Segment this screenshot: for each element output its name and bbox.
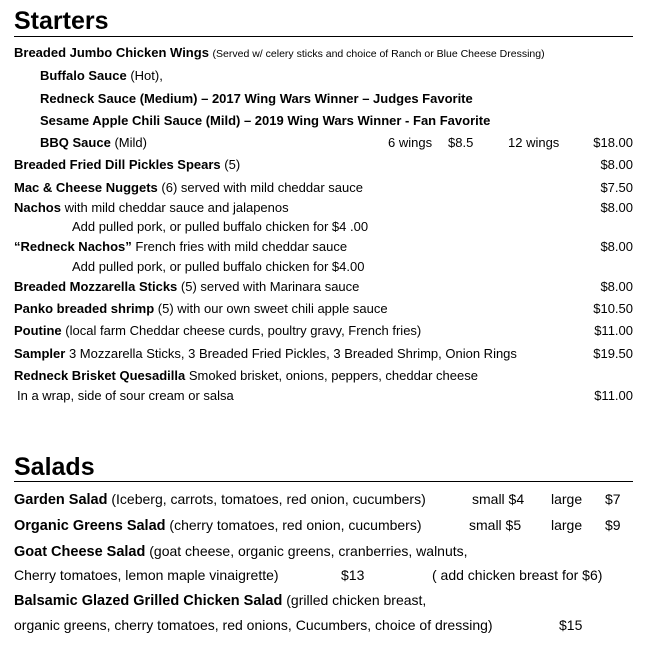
item-name: Organic Greens Salad (14, 518, 166, 534)
balsamic-salad-line (14, 591, 426, 611)
item-price: $8.00 (600, 157, 633, 172)
item-price: $11.00 (594, 388, 633, 403)
menu-item (14, 300, 388, 317)
sauce-name: BBQ Sauce (40, 135, 111, 150)
menu-item (14, 156, 240, 173)
item-price: $7.50 (600, 180, 633, 195)
six-wings-price: $8.5 (448, 135, 474, 150)
goat-price: $13 (341, 567, 365, 583)
item-desc: (5) with our own sweet chili apple sauce (157, 301, 388, 316)
item-name: Goat Cheese Salad (14, 544, 146, 560)
menu-item (14, 179, 363, 196)
organic-salad-line (14, 516, 422, 536)
item-desc: 3 Mozzarella Sticks, 3 Breaded Fried Pickles, 3 Breaded Shrimp, Onion Rings (68, 346, 517, 361)
addon-line: Add pulled pork, or pulled buffalo chicken for $4.00 (72, 259, 365, 274)
item-name: Nachos (14, 200, 61, 215)
sauce-desc: (Mild) (114, 135, 147, 150)
item-price: $8.00 (600, 239, 633, 254)
item-name: Mac & Cheese Nuggets (14, 180, 158, 195)
item-price: $11.00 (594, 323, 633, 338)
item-price: $19.50 (593, 346, 633, 361)
goat-salad-line (14, 542, 468, 562)
item-continuation: Cherry tomatoes, lemon maple vinaigrette) (14, 567, 279, 583)
goat-addon: ( add chicken breast for $6) (432, 567, 603, 583)
garden-salad-line (14, 490, 426, 510)
menu-item (14, 199, 289, 216)
item-name: Panko breaded shrimp (14, 301, 155, 316)
organic-large-label: large (551, 517, 583, 533)
menu-item (14, 278, 359, 295)
starters-heading: Starters (14, 7, 109, 35)
item-name: “Redneck Nachos” (14, 239, 132, 254)
sauce-name: Buffalo Sauce (40, 68, 127, 83)
bbq-line (40, 134, 147, 151)
item-desc: (5) (224, 157, 241, 172)
balsamic-price: $15 (559, 617, 583, 633)
item-price: $10.50 (593, 301, 633, 316)
item-desc: (local farm Cheddar cheese curds, poultry gravy, French fries) (65, 323, 422, 338)
item-name: Breaded Jumbo Chicken Wings (14, 45, 209, 60)
sesame-sauce-line (40, 112, 490, 129)
item-price: $8.00 (600, 279, 633, 294)
item-price: $8.00 (600, 200, 633, 215)
item-desc: (Served w/ celery sticks and choice of Ranch or Blue Cheese Dressing) (212, 48, 545, 60)
item-desc: with mild cheddar sauce and jalapenos (64, 200, 289, 215)
item-name: Redneck Brisket Quesadilla (14, 368, 186, 383)
garden-small-price: small $4 (472, 491, 525, 507)
item-desc: (grilled chicken breast, (286, 592, 427, 608)
organic-small-price: small $5 (469, 517, 522, 533)
garden-large-label: large (551, 491, 583, 507)
item-desc: (goat cheese, organic greens, cranberries, walnuts, (149, 543, 468, 559)
garden-large-price: $7 (605, 491, 621, 507)
menu-item (14, 367, 478, 384)
item-desc: (5) served with Marinara sauce (180, 279, 360, 294)
wings-line (14, 44, 545, 63)
item-desc: French fries with mild cheddar sauce (135, 239, 348, 254)
salads-heading: Salads (14, 453, 95, 481)
item-continuation: In a wrap, side of sour cream or salsa (17, 388, 234, 403)
menu-item (14, 345, 517, 362)
item-name: Poutine (14, 323, 62, 338)
item-desc: (Iceberg, carrots, tomatoes, red onion, cucumbers) (111, 491, 426, 507)
sauce-name: Redneck Sauce (Medium) – 2017 Wing Wars Winner – Judges Favorite (40, 91, 473, 106)
item-desc: (cherry tomatoes, red onion, cucumbers) (169, 517, 422, 533)
starters-rule (14, 36, 633, 37)
item-name: Breaded Mozzarella Sticks (14, 279, 178, 294)
six-wings-label: 6 wings (388, 135, 433, 150)
organic-large-price: $9 (605, 517, 621, 533)
item-name: Garden Salad (14, 492, 108, 508)
item-desc: (6) served with mild cheddar sauce (161, 180, 363, 195)
menu-item (14, 322, 421, 339)
salads-rule (14, 481, 633, 482)
item-name: Sampler (14, 346, 66, 361)
sauce-desc: (Hot), (130, 68, 163, 83)
sauce-name: Sesame Apple Chili Sauce (Mild) – 2019 Wing Wars Winner - Fan Favorite (40, 113, 491, 128)
item-name: Breaded Fried Dill Pickles Spears (14, 157, 221, 172)
twelve-wings-label: 12 wings (508, 135, 560, 150)
twelve-wings-price: $18.00 (593, 135, 633, 150)
item-desc: Smoked brisket, onions, peppers, cheddar cheese (188, 368, 478, 383)
addon-line: Add pulled pork, or pulled buffalo chicken for $4 .00 (72, 219, 369, 234)
buffalo-line (40, 67, 163, 84)
item-continuation: organic greens, cherry tomatoes, red onions, Cucumbers, choice of dressing) (14, 617, 493, 633)
item-name: Balsamic Glazed Grilled Chicken Salad (14, 593, 283, 609)
menu-item (14, 238, 347, 255)
redneck-sauce-line (40, 90, 473, 107)
